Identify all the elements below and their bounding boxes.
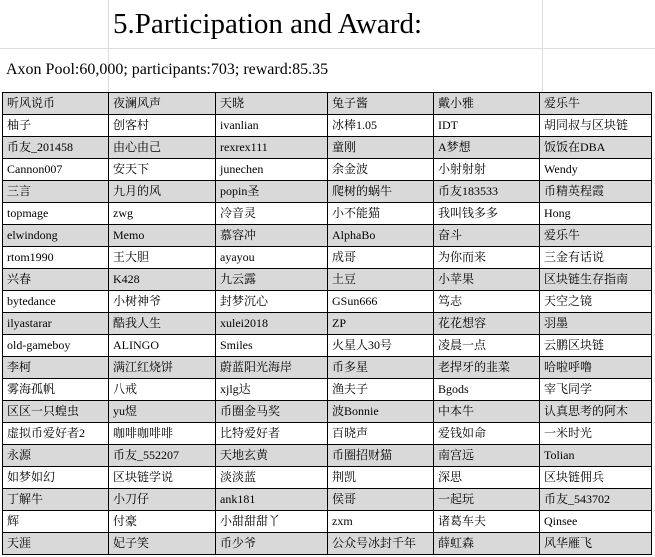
participant-cell: 兴春 — [3, 269, 109, 291]
participant-cell: AlphaBo — [328, 225, 434, 247]
section-title: 5.Participation and Award: — [113, 8, 423, 40]
participant-cell: 爬树的蜗牛 — [328, 181, 434, 203]
participant-cell: 余金波 — [328, 159, 434, 181]
participant-cell: 小刀仔 — [109, 489, 216, 511]
participant-cell: 笃志 — [434, 291, 540, 313]
participant-cell: 丁解牛 — [3, 489, 109, 511]
participant-cell: 区块链佣兵 — [540, 467, 652, 489]
participant-cell: 侯哥 — [328, 489, 434, 511]
participant-cell: ALINGO — [109, 335, 216, 357]
participant-cell: ivanlian — [216, 115, 328, 137]
participant-cell: 花花想容 — [434, 313, 540, 335]
participant-cell: 永源 — [3, 445, 109, 467]
participant-cell: 区块链生存指南 — [540, 269, 652, 291]
participant-cell: Bgods — [434, 379, 540, 401]
participant-cell: 李柯 — [3, 357, 109, 379]
table-row — [3, 401, 652, 423]
participant-cell: 创客村 — [109, 115, 216, 137]
participant-cell: 成哥 — [328, 247, 434, 269]
table-row — [3, 357, 652, 379]
participant-cell: 一米时光 — [540, 423, 652, 445]
pool-summary: Axon Pool:60,000; participants:703; reward:85.35 — [6, 61, 329, 78]
table-row — [3, 423, 652, 445]
participant-cell: old-gameboy — [3, 335, 109, 357]
participant-cell: 深思 — [434, 467, 540, 489]
participant-cell: 奋斗 — [434, 225, 540, 247]
participant-cell: 安天下 — [109, 159, 216, 181]
participant-cell: Smiles — [216, 335, 328, 357]
participant-cell: Wendy — [540, 159, 652, 181]
participant-cell: 风华雁飞 — [540, 533, 652, 555]
participant-cell: 爱乐牛 — [540, 225, 652, 247]
participant-cell: 哈啦呼噜 — [540, 357, 652, 379]
participant-cell: 如梦如幻 — [3, 467, 109, 489]
participant-cell: 戴小雅 — [434, 93, 540, 115]
participant-cell: 币少爷 — [216, 533, 328, 555]
participant-cell: 一起玩 — [434, 489, 540, 511]
table-row — [3, 313, 652, 335]
table-row — [3, 291, 652, 313]
participant-cell: 虚拟币爱好者2 — [3, 423, 109, 445]
participant-cell: 小不能猫 — [328, 203, 434, 225]
participants-table — [2, 92, 652, 555]
participant-cell: 荆凯 — [328, 467, 434, 489]
participant-cell: rexrex111 — [216, 137, 328, 159]
participant-cell: 波Bonnie — [328, 401, 434, 423]
grid-line — [542, 0, 543, 92]
table-row — [3, 467, 652, 489]
participant-cell: 天涯 — [3, 533, 109, 555]
participant-cell: 薛虹森 — [434, 533, 540, 555]
table-row — [3, 511, 652, 533]
participant-cell: yu煜 — [109, 401, 216, 423]
table-row — [3, 489, 652, 511]
participant-cell: 我叫钱多多 — [434, 203, 540, 225]
participant-cell: Memo — [109, 225, 216, 247]
table-row — [3, 225, 652, 247]
participant-cell: bytedance — [3, 291, 109, 313]
participant-cell: 中本牛 — [434, 401, 540, 423]
table-row — [3, 93, 652, 115]
participant-cell: 饭饭在DBA — [540, 137, 652, 159]
participant-cell: junechen — [216, 159, 328, 181]
table-row — [3, 137, 652, 159]
participant-cell: 淡淡蓝 — [216, 467, 328, 489]
participant-cell: 九月的风 — [109, 181, 216, 203]
participant-cell: 柚子 — [3, 115, 109, 137]
participant-cell: 区区一只蝗虫 — [3, 401, 109, 423]
participant-cell: 爱乐牛 — [540, 93, 652, 115]
participant-cell: xjlg达 — [216, 379, 328, 401]
participant-cell: 老捍牙的韭菜 — [434, 357, 540, 379]
participant-cell: A梦想 — [434, 137, 540, 159]
participant-cell: 币友_543702 — [540, 489, 652, 511]
participant-cell: 付豪 — [109, 511, 216, 533]
participant-cell: ank181 — [216, 489, 328, 511]
participant-cell: 小射射射 — [434, 159, 540, 181]
participant-cell: Hong — [540, 203, 652, 225]
participant-cell: 天空之镜 — [540, 291, 652, 313]
table-row — [3, 269, 652, 291]
participant-cell: 币多星 — [328, 357, 434, 379]
participant-cell: ZP — [328, 313, 434, 335]
participant-cell: zxm — [328, 511, 434, 533]
participant-cell: 天地玄黄 — [216, 445, 328, 467]
participant-cell: 云鹏区块链 — [540, 335, 652, 357]
participant-cell: xulei2018 — [216, 313, 328, 335]
participant-cell: 妃子笑 — [109, 533, 216, 555]
participants-table-body — [3, 93, 652, 555]
participant-cell: Tolian — [540, 445, 652, 467]
participant-cell: 封梦沉心 — [216, 291, 328, 313]
participant-cell: 宰飞同学 — [540, 379, 652, 401]
table-row — [3, 159, 652, 181]
participant-cell: ayayou — [216, 247, 328, 269]
participant-cell: 爱钱如命 — [434, 423, 540, 445]
participant-cell: 咖啡咖啡啡 — [109, 423, 216, 445]
participant-cell: 币友_552207 — [109, 445, 216, 467]
participant-cell: 币友183533 — [434, 181, 540, 203]
participant-cell: 小树神爷 — [109, 291, 216, 313]
participant-cell: 满江红烧饼 — [109, 357, 216, 379]
participant-cell: 南宫远 — [434, 445, 540, 467]
participant-cell: 区块链学说 — [109, 467, 216, 489]
participant-cell: 慕容冲 — [216, 225, 328, 247]
table-row — [3, 533, 652, 555]
participant-cell: 冷音灵 — [216, 203, 328, 225]
participant-cell: 认真思考的阿木 — [540, 401, 652, 423]
participant-cell: GSun666 — [328, 291, 434, 313]
participant-cell: 王大胆 — [109, 247, 216, 269]
table-row — [3, 203, 652, 225]
participant-cell: 公众号冰封千年 — [328, 533, 434, 555]
participant-cell: 听风说币 — [3, 93, 109, 115]
participant-cell: Cannon007 — [3, 159, 109, 181]
participant-cell: 小甜甜甜丫 — [216, 511, 328, 533]
participant-cell: ilyastarar — [3, 313, 109, 335]
participant-cell: 小苹果 — [434, 269, 540, 291]
participant-cell: 雾海孤帆 — [3, 379, 109, 401]
participant-cell: 三金有话说 — [540, 247, 652, 269]
participant-cell: 诸葛车夫 — [434, 511, 540, 533]
participant-cell: 童刚 — [328, 137, 434, 159]
participant-cell: topmage — [3, 203, 109, 225]
participant-cell: 火星人30号 — [328, 335, 434, 357]
participant-cell: K428 — [109, 269, 216, 291]
participant-cell: 币友_201458 — [3, 137, 109, 159]
participant-cell: 渔夫子 — [328, 379, 434, 401]
participant-cell: 由心由己 — [109, 137, 216, 159]
table-row — [3, 247, 652, 269]
participant-cell: 三言 — [3, 181, 109, 203]
participant-cell: 酷我人生 — [109, 313, 216, 335]
participant-cell: 百晓声 — [328, 423, 434, 445]
participant-cell: 夜澜风声 — [109, 93, 216, 115]
participant-cell: Qinsee — [540, 511, 652, 533]
table-row — [3, 115, 652, 137]
participant-cell: 土豆 — [328, 269, 434, 291]
participant-cell: 八戒 — [109, 379, 216, 401]
participant-cell: IDT — [434, 115, 540, 137]
table-row — [3, 335, 652, 357]
table-row — [3, 379, 652, 401]
grid-line — [0, 48, 655, 49]
participant-cell: 天晓 — [216, 93, 328, 115]
participant-cell: zwg — [109, 203, 216, 225]
table-row — [3, 445, 652, 467]
participant-cell: 币精英程霞 — [540, 181, 652, 203]
participant-cell: 币圈金马奖 — [216, 401, 328, 423]
participant-cell: 比特爱好者 — [216, 423, 328, 445]
participant-cell: 冰棒1.05 — [328, 115, 434, 137]
participant-cell: 蔚蓝阳光海岸 — [216, 357, 328, 379]
participant-cell: rtom1990 — [3, 247, 109, 269]
table-row — [3, 181, 652, 203]
participant-cell: 币圈招财猫 — [328, 445, 434, 467]
participant-cell: elwindong — [3, 225, 109, 247]
participant-cell: 辉 — [3, 511, 109, 533]
participant-cell: 羽墨 — [540, 313, 652, 335]
participant-cell: popin圣 — [216, 181, 328, 203]
participant-cell: 为你而来 — [434, 247, 540, 269]
participant-cell: 兔子酱 — [328, 93, 434, 115]
participant-cell: 九云露 — [216, 269, 328, 291]
participant-cell: 凌晨一点 — [434, 335, 540, 357]
participant-cell: 胡同叔与区块链 — [540, 115, 652, 137]
